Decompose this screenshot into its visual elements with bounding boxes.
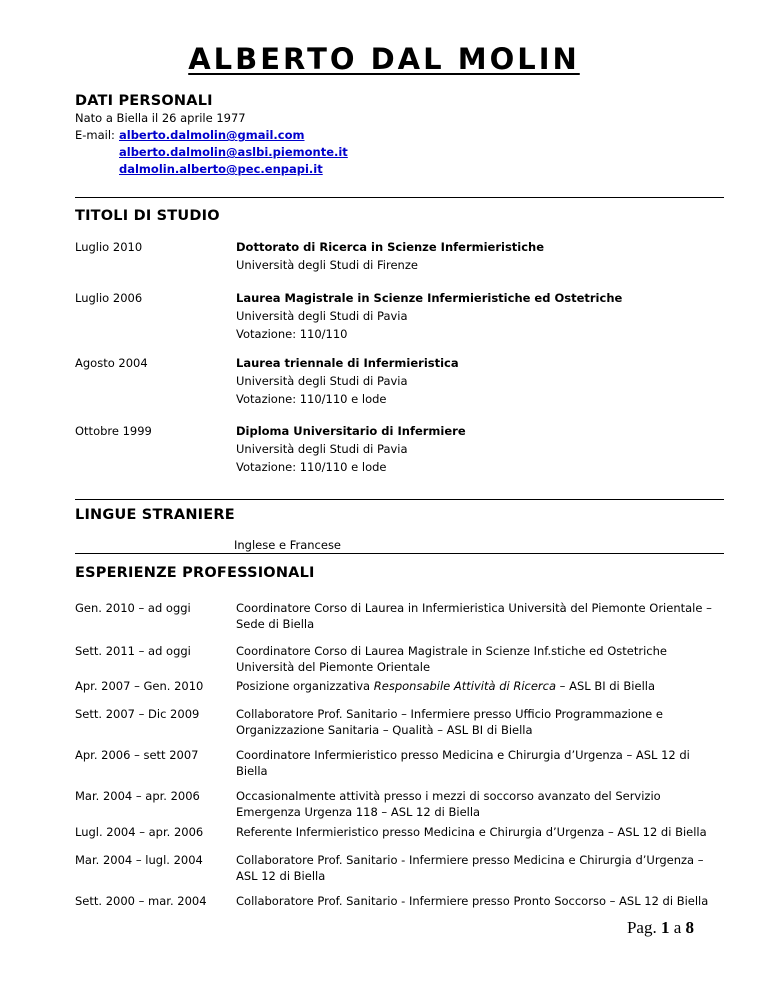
experience-date: Mar. 2004 – apr. 2006 bbox=[75, 789, 200, 803]
education-line: Università degli Studi di Pavia bbox=[236, 374, 408, 388]
email-link-pec[interactable]: dalmolin.alberto@pec.enpapi.it bbox=[119, 162, 323, 176]
experience-desc: Referente Infermieristico presso Medicina e Chirurgia d’Urgenza – ASL 12 di Biella bbox=[236, 825, 707, 839]
email-link-gmail[interactable]: alberto.dalmolin@gmail.com bbox=[119, 128, 305, 142]
experience-date: Sett. 2011 – ad oggi bbox=[75, 644, 191, 658]
education-entry bbox=[236, 238, 716, 274]
education-line: Università degli Studi di Pavia bbox=[236, 442, 408, 456]
experience-role-emphasis: Responsabile Attività di Ricerca bbox=[373, 679, 557, 693]
education-entry bbox=[236, 422, 716, 476]
page-label: Pag. bbox=[626, 918, 657, 937]
page-current: 1 bbox=[660, 918, 670, 937]
experience-date: Gen. 2010 – ad oggi bbox=[75, 601, 191, 615]
experience-desc: Collaboratore Prof. Sanitario – Infermiere presso Ufficio Programmazione e Organizzazione Sanitaria – Qualità – ASL BI di Biella bbox=[236, 707, 663, 737]
education-line: Università degli Studi di Pavia bbox=[236, 309, 408, 323]
experience-heading: ESPERIENZE PROFESSIONALI bbox=[75, 565, 315, 581]
divider bbox=[75, 553, 724, 554]
experience-desc: Coordinatore Corso di Laurea in Infermieristica Università del Piemonte Orientale – Sede di Biella bbox=[236, 601, 712, 631]
divider bbox=[75, 499, 724, 500]
experience-date: Apr. 2007 – Gen. 2010 bbox=[75, 679, 204, 693]
experience-desc: Occasionalmente attività presso i mezzi di soccorso avanzato del Servizio Emergenza Urgenza 118 – ASL 12 di Biella bbox=[236, 789, 661, 819]
education-line: Votazione: 110/110 e lode bbox=[236, 460, 387, 474]
education-line: Votazione: 110/110 bbox=[236, 327, 348, 341]
education-line: Università degli Studi di Firenze bbox=[236, 258, 418, 272]
education-entry bbox=[236, 289, 716, 343]
email-label: E-mail: bbox=[75, 128, 115, 142]
education-title: Dottorato di Ricerca in Scienze Infermieristiche bbox=[236, 240, 545, 254]
experience-date: Apr. 2006 – sett 2007 bbox=[75, 748, 199, 762]
experience-desc: Collaboratore Prof. Sanitario - Infermiere presso Medicina e Chirurgia d’Urgenza – ASL 12 di Biella bbox=[236, 853, 704, 883]
languages-heading: LINGUE STRANIERE bbox=[75, 507, 235, 523]
experience-desc bbox=[236, 678, 716, 694]
education-line: Votazione: 110/110 e lode bbox=[236, 392, 387, 406]
experience-desc: Collaboratore Prof. Sanitario - Infermiere presso Pronto Soccorso – ASL 12 di Biella bbox=[236, 894, 709, 908]
experience-date: Sett. 2007 – Dic 2009 bbox=[75, 707, 200, 721]
languages-value: Inglese e Francese bbox=[234, 538, 342, 552]
page-total: 8 bbox=[685, 918, 694, 937]
education-date: Ottobre 1999 bbox=[75, 424, 152, 438]
education-date: Luglio 2006 bbox=[75, 291, 143, 305]
experience-desc: Coordinatore Infermieristico presso Medicina e Chirurgia d’Urgenza – ASL 12 di Biella bbox=[236, 748, 690, 778]
experience-desc-part: Posizione organizzativa bbox=[236, 679, 374, 693]
experience-desc: Coordinatore Corso di Laurea Magistrale in Scienze Inf.stiche ed Ostetriche Università del Piemonte Orientale bbox=[236, 644, 667, 674]
page-number bbox=[627, 918, 694, 938]
email-link-asl[interactable]: alberto.dalmolin@aslbi.piemonte.it bbox=[119, 145, 348, 159]
education-heading: TITOLI DI STUDIO bbox=[75, 208, 220, 224]
education-entry bbox=[236, 354, 716, 408]
education-date: Luglio 2010 bbox=[75, 240, 143, 254]
personal-heading: DATI PERSONALI bbox=[75, 93, 213, 109]
education-title: Diploma Universitario di Infermiere bbox=[236, 424, 466, 438]
divider bbox=[75, 197, 724, 198]
education-date: Agosto 2004 bbox=[75, 356, 148, 370]
experience-date: Mar. 2004 – lugl. 2004 bbox=[75, 853, 203, 867]
experience-desc-part: – ASL BI di Biella bbox=[556, 679, 656, 693]
cv-name: ALBERTO DAL MOLIN bbox=[188, 42, 580, 76]
page-sep: a bbox=[673, 918, 682, 937]
education-title: Laurea Magistrale in Scienze Infermieristiche ed Ostetriche bbox=[236, 291, 623, 305]
experience-date: Sett. 2000 – mar. 2004 bbox=[75, 894, 207, 908]
experience-date: Lugl. 2004 – apr. 2006 bbox=[75, 825, 204, 839]
birth-info: Nato a Biella il 26 aprile 1977 bbox=[75, 111, 246, 125]
education-title: Laurea triennale di Infermieristica bbox=[236, 356, 459, 370]
